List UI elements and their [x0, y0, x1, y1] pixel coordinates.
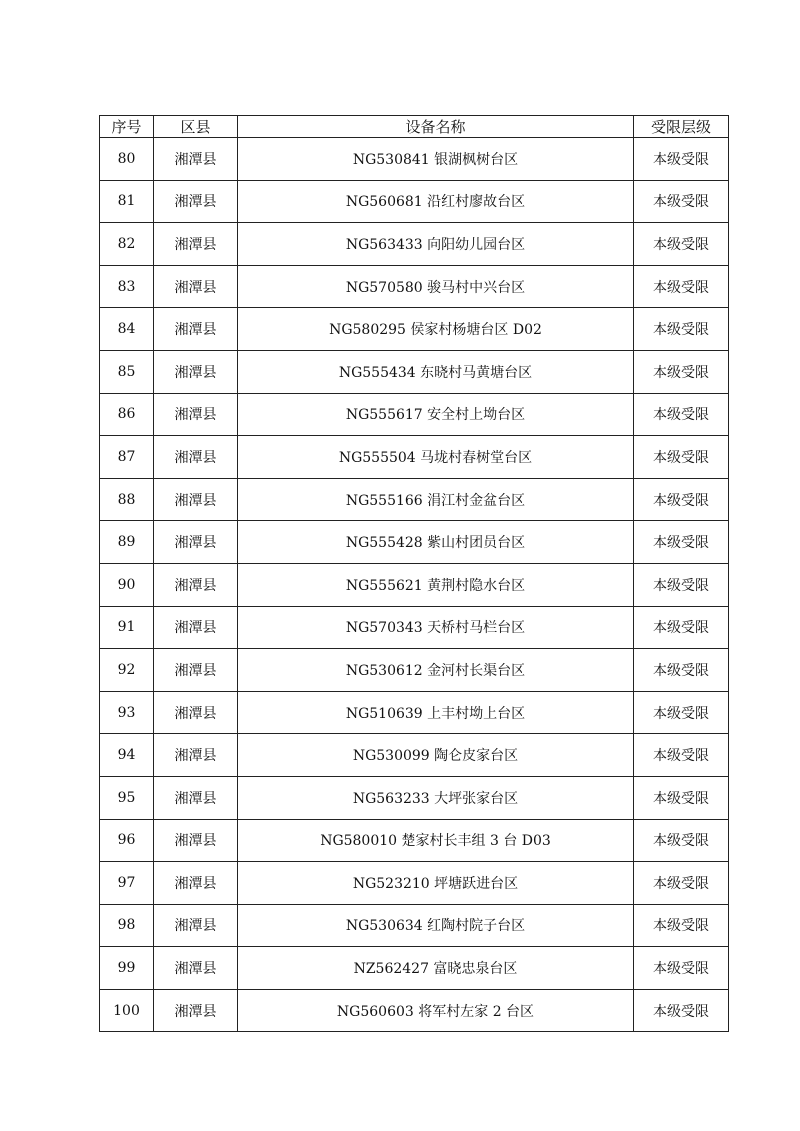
- cell-no: 90: [100, 563, 154, 606]
- cell-no: 94: [100, 734, 154, 777]
- cell-no: 91: [100, 606, 154, 649]
- cell-device-name: NG570580 骏马村中兴台区: [238, 265, 634, 308]
- cell-no: 86: [100, 393, 154, 436]
- cell-device-name: NG530634 红陶村院子台区: [238, 904, 634, 947]
- cell-restriction-level: 本级受限: [634, 436, 729, 479]
- cell-restriction-level: 本级受限: [634, 350, 729, 393]
- cell-restriction-level: 本级受限: [634, 223, 729, 266]
- cell-no: 99: [100, 947, 154, 990]
- cell-county: 湘潭县: [154, 691, 238, 734]
- cell-county: 湘潭县: [154, 265, 238, 308]
- cell-device-name: NG530099 陶仑皮家台区: [238, 734, 634, 777]
- cell-no: 83: [100, 265, 154, 308]
- table-row: [100, 478, 729, 521]
- cell-no: 81: [100, 180, 154, 223]
- cell-county: 湘潭县: [154, 436, 238, 479]
- cell-no: 84: [100, 308, 154, 351]
- cell-restriction-level: 本级受限: [634, 180, 729, 223]
- cell-device-name: NG523210 坪塘跃进台区: [238, 862, 634, 905]
- cell-county: 湘潭县: [154, 223, 238, 266]
- table-row: [100, 776, 729, 819]
- cell-county: 湘潭县: [154, 947, 238, 990]
- cell-restriction-level: 本级受限: [634, 649, 729, 692]
- table-row: [100, 819, 729, 862]
- cell-restriction-level: 本级受限: [634, 563, 729, 606]
- table-row: [100, 904, 729, 947]
- cell-restriction-level: 本级受限: [634, 862, 729, 905]
- table-row: [100, 947, 729, 990]
- cell-no: 92: [100, 649, 154, 692]
- cell-no: 88: [100, 478, 154, 521]
- cell-county: 湘潭县: [154, 776, 238, 819]
- table-row: [100, 350, 729, 393]
- header-device-name: 设备名称: [238, 116, 634, 138]
- cell-restriction-level: 本级受限: [634, 478, 729, 521]
- cell-device-name: NG530612 金河村长渠台区: [238, 649, 634, 692]
- cell-no: 96: [100, 819, 154, 862]
- cell-device-name: NG555434 东晓村马黄塘台区: [238, 350, 634, 393]
- cell-restriction-level: 本级受限: [634, 691, 729, 734]
- cell-no: 98: [100, 904, 154, 947]
- cell-device-name: NG555428 紫山村团员台区: [238, 521, 634, 564]
- table-body: [100, 138, 729, 1032]
- cell-county: 湘潭县: [154, 649, 238, 692]
- cell-device-name: NG563433 向阳幼儿园台区: [238, 223, 634, 266]
- cell-restriction-level: 本级受限: [634, 989, 729, 1032]
- cell-county: 湘潭县: [154, 138, 238, 181]
- cell-no: 100: [100, 989, 154, 1032]
- cell-county: 湘潭县: [154, 563, 238, 606]
- cell-restriction-level: 本级受限: [634, 308, 729, 351]
- header-restriction-level: 受限层级: [634, 116, 729, 138]
- cell-no: 85: [100, 350, 154, 393]
- cell-county: 湘潭县: [154, 904, 238, 947]
- table-row: [100, 649, 729, 692]
- cell-county: 湘潭县: [154, 350, 238, 393]
- table-row: [100, 606, 729, 649]
- table-row: [100, 521, 729, 564]
- cell-no: 95: [100, 776, 154, 819]
- header-county: 区县: [154, 116, 238, 138]
- cell-county: 湘潭县: [154, 819, 238, 862]
- table-row: [100, 265, 729, 308]
- cell-no: 93: [100, 691, 154, 734]
- cell-no: 82: [100, 223, 154, 266]
- table-row: [100, 308, 729, 351]
- table-row: [100, 436, 729, 479]
- cell-county: 湘潭县: [154, 393, 238, 436]
- cell-no: 87: [100, 436, 154, 479]
- cell-county: 湘潭县: [154, 521, 238, 564]
- equipment-table: [99, 115, 729, 1032]
- cell-restriction-level: 本级受限: [634, 521, 729, 564]
- cell-restriction-level: 本级受限: [634, 734, 729, 777]
- table-row: [100, 862, 729, 905]
- cell-device-name: NZ562427 富晓忠泉台区: [238, 947, 634, 990]
- table-row: [100, 138, 729, 181]
- table-header: [100, 116, 729, 138]
- cell-device-name: NG560603 将军村左家 2 台区: [238, 989, 634, 1032]
- table-row: [100, 180, 729, 223]
- cell-device-name: NG555166 涓江村金盆台区: [238, 478, 634, 521]
- cell-restriction-level: 本级受限: [634, 947, 729, 990]
- table-row: [100, 393, 729, 436]
- cell-county: 湘潭县: [154, 862, 238, 905]
- table-row: [100, 989, 729, 1032]
- table-row: [100, 223, 729, 266]
- cell-device-name: NG563233 大坪张家台区: [238, 776, 634, 819]
- cell-restriction-level: 本级受限: [634, 138, 729, 181]
- cell-restriction-level: 本级受限: [634, 819, 729, 862]
- cell-county: 湘潭县: [154, 734, 238, 777]
- cell-device-name: NG510639 上丰村坳上台区: [238, 691, 634, 734]
- cell-county: 湘潭县: [154, 989, 238, 1032]
- cell-device-name: NG570343 天桥村马栏台区: [238, 606, 634, 649]
- cell-county: 湘潭县: [154, 606, 238, 649]
- cell-restriction-level: 本级受限: [634, 904, 729, 947]
- cell-no: 89: [100, 521, 154, 564]
- cell-device-name: NG580010 楚家村长丰组 3 台 D03: [238, 819, 634, 862]
- cell-device-name: NG530841 银湖枫树台区: [238, 138, 634, 181]
- table-row: [100, 734, 729, 777]
- table-row: [100, 563, 729, 606]
- cell-device-name: NG555617 安全村上坳台区: [238, 393, 634, 436]
- header-row: [100, 116, 729, 138]
- cell-device-name: NG555621 黄荆村隐水台区: [238, 563, 634, 606]
- cell-restriction-level: 本级受限: [634, 265, 729, 308]
- cell-county: 湘潭县: [154, 308, 238, 351]
- cell-device-name: NG560681 沿红村廖故台区: [238, 180, 634, 223]
- cell-restriction-level: 本级受限: [634, 393, 729, 436]
- table-row: [100, 691, 729, 734]
- cell-no: 80: [100, 138, 154, 181]
- cell-county: 湘潭县: [154, 180, 238, 223]
- cell-device-name: NG580295 侯家村杨塘台区 D02: [238, 308, 634, 351]
- cell-restriction-level: 本级受限: [634, 776, 729, 819]
- cell-device-name: NG555504 马垅村春树堂台区: [238, 436, 634, 479]
- header-no: 序号: [100, 116, 154, 138]
- cell-no: 97: [100, 862, 154, 905]
- cell-restriction-level: 本级受限: [634, 606, 729, 649]
- cell-county: 湘潭县: [154, 478, 238, 521]
